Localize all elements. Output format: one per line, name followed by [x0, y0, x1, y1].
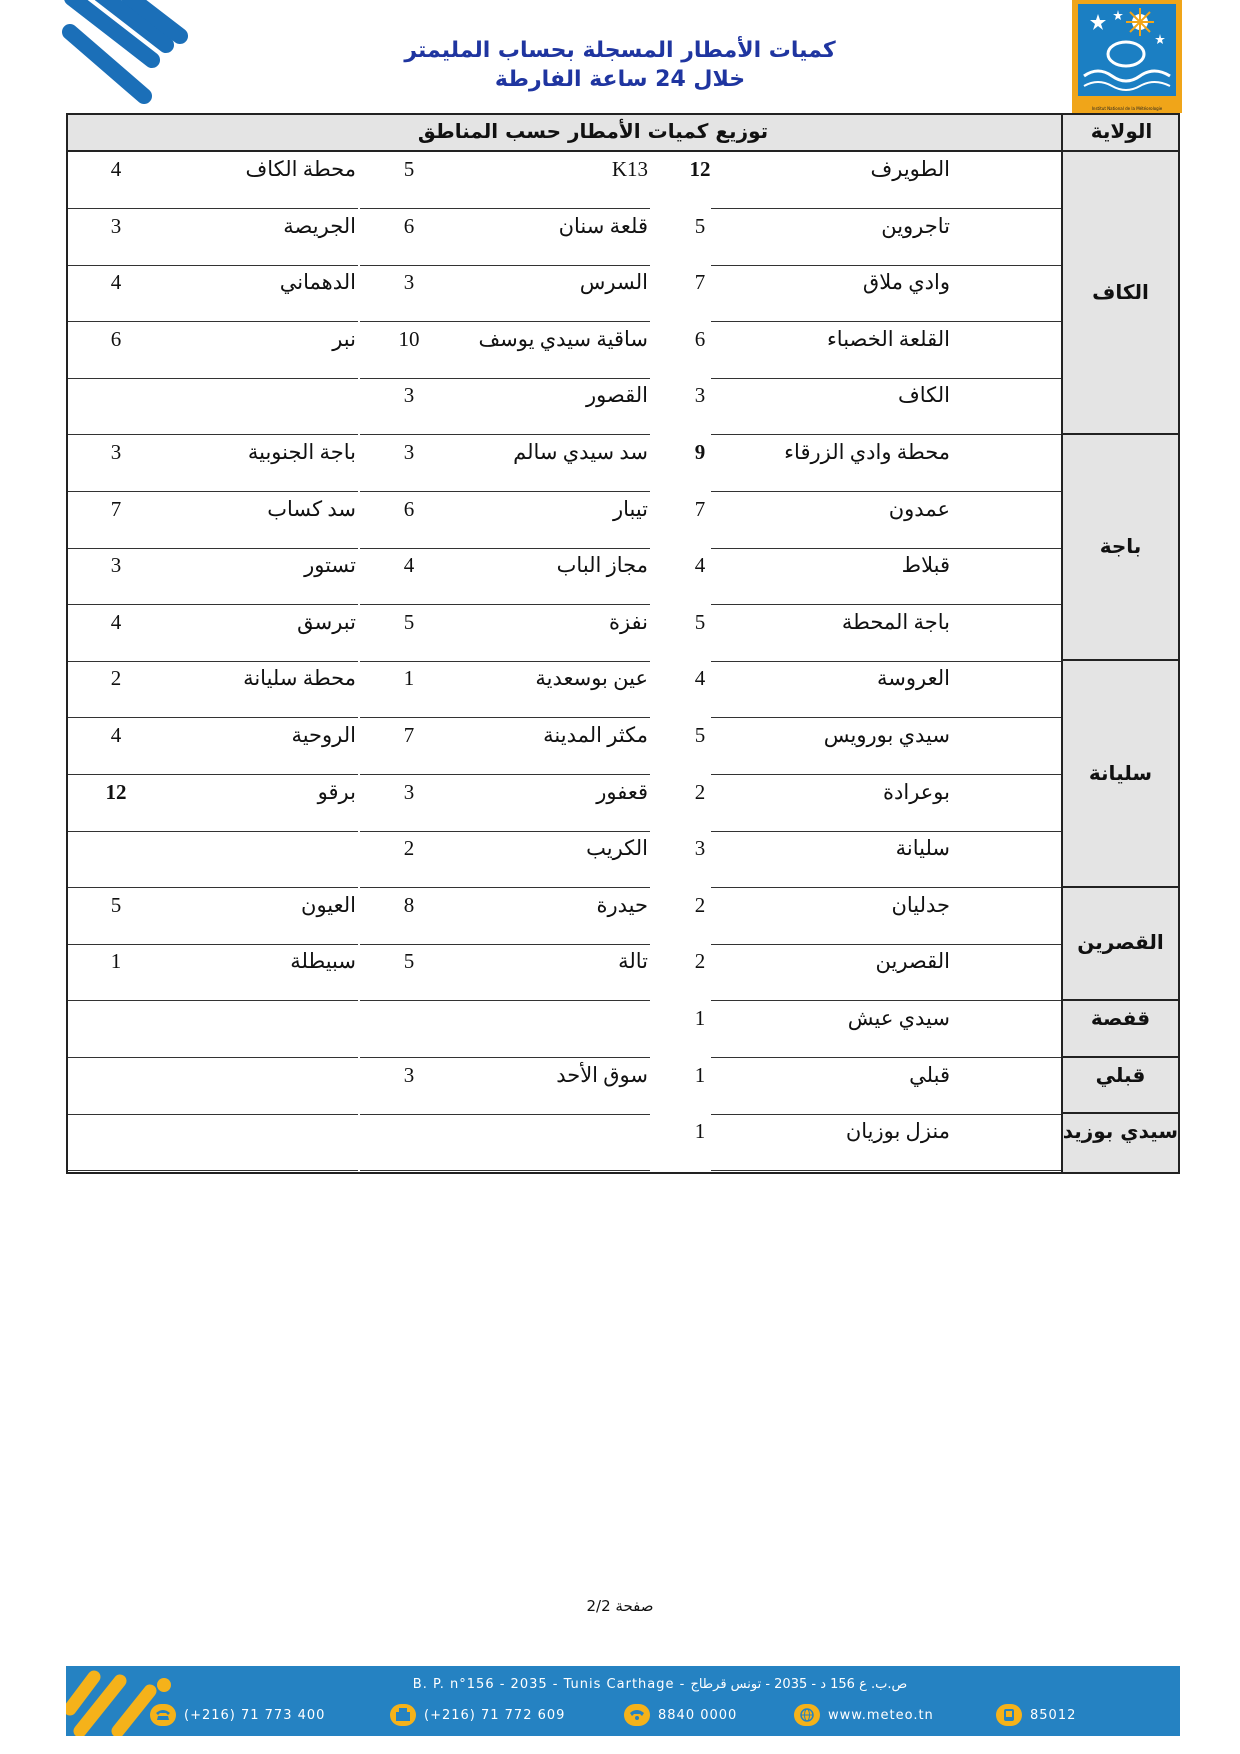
- wilaya-cell: [1063, 1001, 1178, 1058]
- rainfall-value: 1: [694, 1006, 706, 1030]
- station-name: الجريصة: [283, 213, 356, 238]
- table-row: [68, 831, 1061, 888]
- rainfall-value: 3: [403, 270, 415, 295]
- rainfall-value: 4: [403, 553, 415, 578]
- wilaya-cell: [1063, 1058, 1178, 1115]
- table-row: [68, 209, 1061, 266]
- station-name: القصور: [585, 383, 648, 408]
- rainfall-value: 1: [110, 949, 122, 974]
- station-name: تيبار: [612, 496, 648, 521]
- hotline-number: 8840 0000: [658, 1707, 738, 1723]
- row-divider: [68, 1170, 358, 1171]
- station-name: قبلاط: [901, 553, 950, 578]
- rainfall-value: 6: [403, 213, 415, 238]
- rainfall-value: 6: [694, 326, 706, 351]
- contact-phone: [150, 1703, 325, 1727]
- rainfall-value: 12: [105, 779, 127, 804]
- sms-number: 85012: [1030, 1707, 1077, 1723]
- table-row: [68, 435, 1061, 492]
- station-name: محطة سليانة: [243, 666, 356, 691]
- table-row: [68, 718, 1061, 775]
- station-name: القلعة الخصباء: [826, 326, 950, 351]
- rainfall-value: 3: [694, 836, 706, 861]
- contact-sms: [996, 1703, 1076, 1727]
- rainfall-value: 1: [694, 1062, 706, 1087]
- rainfall-value: 3: [403, 383, 415, 408]
- station-name: الكاف: [898, 383, 950, 408]
- wilaya-cell: [1063, 152, 1178, 435]
- station-name: سيدي عيش: [847, 1006, 950, 1030]
- wilaya-name: القصرين: [1077, 930, 1164, 955]
- rainfall-value: 3: [403, 1062, 415, 1087]
- phone-icon: [150, 1704, 176, 1726]
- rainfall-table: [66, 113, 1180, 1174]
- table-row: [68, 322, 1061, 379]
- table-row: [68, 1114, 1061, 1171]
- station-name: نفزة: [608, 609, 648, 634]
- rainfall-value: 4: [110, 157, 122, 181]
- wilaya-cell: [1063, 888, 1178, 1001]
- contact-hotline: [624, 1703, 737, 1727]
- station-name: ساقية سيدي يوسف: [478, 326, 648, 351]
- row-divider: [360, 1170, 650, 1171]
- rainfall-value: 5: [403, 949, 415, 974]
- table-row: [68, 888, 1061, 945]
- hotline-icon: [624, 1704, 650, 1726]
- table-row: [68, 378, 1061, 435]
- table-row: [68, 548, 1061, 605]
- station-name: محطة وادي الزرقاء: [784, 440, 950, 464]
- station-name: عمدون: [888, 496, 950, 521]
- page-title: [300, 36, 940, 94]
- rainfall-value: 9: [694, 440, 706, 464]
- station-name: مكثر المدينة: [543, 723, 648, 747]
- station-name: تالة: [618, 949, 648, 974]
- wilaya-name: باجة: [1099, 534, 1142, 559]
- station-name: السرس: [579, 270, 648, 295]
- station-name: القصرين: [875, 949, 950, 974]
- rainfall-value: 5: [694, 723, 706, 747]
- table-row: [68, 265, 1061, 322]
- rainfall-value: 4: [110, 609, 122, 634]
- rainfall-value: 7: [403, 723, 415, 747]
- station-name: العروسة: [877, 666, 950, 691]
- rainfall-value: 4: [694, 553, 706, 578]
- wilaya-name: قفصة: [1090, 1006, 1151, 1030]
- row-divider: [711, 1170, 1061, 1171]
- rainfall-value: 5: [694, 609, 706, 634]
- fax-number: (+216) 71 772 609: [424, 1707, 566, 1723]
- rainfall-value: 2: [694, 779, 706, 804]
- wilaya-name: قبلي: [1095, 1062, 1146, 1087]
- rainfall-value: 3: [110, 440, 122, 464]
- station-name: العيون: [301, 892, 356, 917]
- station-name: مجاز الباب: [556, 553, 648, 578]
- station-name: K13: [611, 157, 648, 181]
- table-row: [68, 1001, 1061, 1058]
- station-name: قبلي: [909, 1062, 950, 1087]
- phone-number: (+216) 71 773 400: [184, 1707, 326, 1723]
- station-name: الطويرف: [870, 157, 950, 181]
- title-line-2: خلال 24 ساعة الفارطة: [494, 67, 746, 92]
- station-name: الكريب: [586, 836, 648, 861]
- station-name: الدهماني: [279, 270, 356, 295]
- station-name: قلعة سنان: [558, 213, 648, 238]
- station-name: تاجروين: [881, 213, 950, 238]
- wilaya-cell: [1063, 661, 1178, 887]
- station-name: وادي ملاق: [862, 270, 950, 295]
- contact-website[interactable]: [794, 1703, 934, 1727]
- table-row: [68, 152, 1061, 209]
- title-line-1: كميات الأمطار المسجلة بحساب المليمتر: [404, 38, 836, 63]
- station-name: تستور: [304, 553, 356, 578]
- table-row: [68, 1058, 1061, 1115]
- station-name: سد سيدي سالم: [513, 440, 648, 464]
- rainfall-value: 5: [694, 213, 706, 238]
- station-name: محطة الكاف: [245, 157, 356, 181]
- rainfall-value: 3: [110, 553, 122, 578]
- rainfall-value: 8: [403, 892, 415, 917]
- rainfall-value: 4: [694, 666, 706, 691]
- inm-logo: [1072, 0, 1182, 113]
- fax-icon: [390, 1704, 416, 1726]
- footer-address: B. P. n°156 - 2035 - Tunis Carthage - ص.ب. ع 156 د - 2035 - تونس قرطاج: [412, 1677, 908, 1692]
- wilaya-name: سليانة: [1088, 760, 1153, 785]
- rainfall-value: 1: [694, 1119, 706, 1144]
- rainfall-value: 2: [110, 666, 122, 691]
- wilaya-name: الكاف: [1092, 279, 1149, 304]
- station-name: الروحية: [291, 723, 356, 747]
- header-wilaya: الولاية: [1090, 119, 1153, 143]
- rainfall-value: 1: [403, 666, 415, 691]
- station-name: قعفور: [596, 779, 648, 804]
- table-row: [68, 775, 1061, 832]
- rainfall-value: 2: [403, 836, 415, 861]
- station-name: برقو: [317, 779, 356, 804]
- wilaya-cell: [1063, 1114, 1178, 1171]
- rainfall-value: 4: [110, 270, 122, 295]
- website-link[interactable]: www.meteo.tn: [828, 1707, 934, 1723]
- rainfall-value: 3: [110, 213, 122, 238]
- station-name: سد كساب: [267, 496, 356, 521]
- station-name: تبرسق: [297, 609, 356, 634]
- contact-fax: [390, 1703, 565, 1727]
- station-name: منزل بوزيان: [845, 1119, 950, 1144]
- station-name: سبيطلة: [290, 949, 356, 974]
- table-row: [68, 944, 1061, 1001]
- rainfall-value: 7: [110, 496, 122, 521]
- table-row: [68, 605, 1061, 662]
- station-name: حيدرة: [596, 892, 648, 917]
- station-name: باجة الجنوبية: [247, 440, 356, 464]
- rainfall-value: 2: [694, 892, 706, 917]
- rainfall-value: 5: [110, 892, 122, 917]
- station-name: جدليان: [891, 892, 950, 917]
- station-name: بوعرادة: [883, 779, 950, 804]
- table-row: [68, 492, 1061, 549]
- wilaya-cell: [1063, 435, 1178, 661]
- globe-icon: [794, 1704, 820, 1726]
- rainfall-value: 7: [694, 496, 706, 521]
- rainfall-value: 6: [110, 326, 122, 351]
- rainfall-value: 10: [398, 326, 420, 351]
- decorative-stripes-icon: [60, 0, 210, 115]
- station-name: سيدي بورويس: [823, 723, 950, 747]
- rainfall-value: 3: [403, 779, 415, 804]
- rainfall-value: 3: [403, 440, 415, 464]
- station-name: سوق الأحد: [556, 1062, 648, 1087]
- inm-emblem-icon: [1078, 4, 1176, 96]
- station-name: نبر: [332, 326, 356, 351]
- rainfall-value: 2: [694, 949, 706, 974]
- rainfall-value: 5: [403, 609, 415, 634]
- rainfall-value: 6: [403, 496, 415, 521]
- station-name: عين بوسعدية: [535, 666, 648, 691]
- station-name: باجة المحطة: [841, 609, 950, 634]
- rainfall-value: 12: [689, 157, 711, 181]
- header-distribution: توزيع كميات الأمطار حسب المناطق: [417, 119, 769, 143]
- page-number: صفحة 2/2: [586, 1597, 654, 1615]
- sms-icon: [996, 1704, 1022, 1726]
- wilaya-name: سيدي بوزيد: [1062, 1119, 1178, 1144]
- rainfall-value: 4: [110, 723, 122, 747]
- rainfall-value: 7: [694, 270, 706, 295]
- header-separator: [1061, 115, 1063, 152]
- rainfall-value: 3: [694, 383, 706, 408]
- table-row: [68, 661, 1061, 718]
- logo-text: Institut National de la Météorologie: [1091, 106, 1163, 111]
- rainfall-value: 5: [403, 157, 415, 181]
- station-name: سليانة: [895, 836, 950, 861]
